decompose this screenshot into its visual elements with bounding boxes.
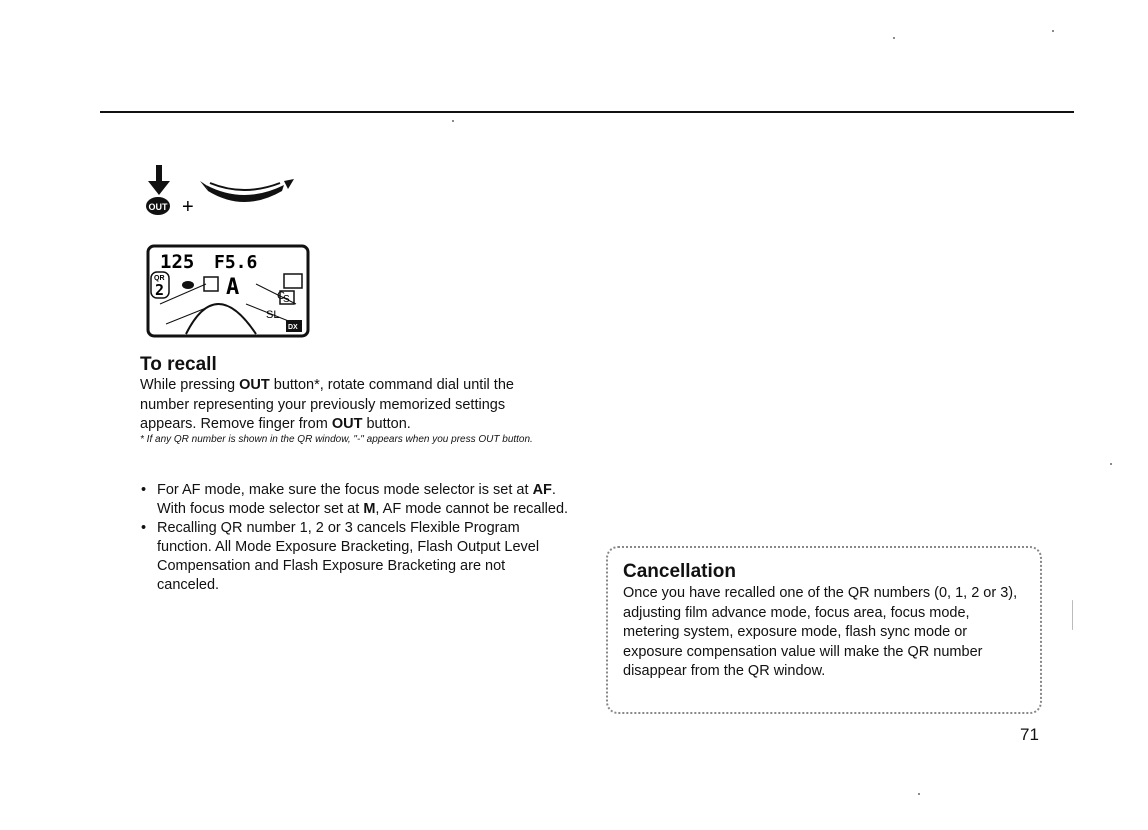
lcd-exposure-mode: A (226, 275, 240, 300)
lcd-dx-label: DX (288, 324, 298, 331)
command-dial-icon (200, 179, 294, 202)
plus-sign: + (182, 196, 194, 218)
recall-paragraph: While pressing OUT button*, rotate command dial until the number representing your previously memorized settings appears. Remove finger from OUT button. (140, 377, 514, 432)
cancellation-heading: Cancellation (623, 561, 736, 582)
lcd-film-mode-c: C (277, 290, 285, 302)
recall-heading: To recall (140, 354, 217, 375)
note-item: • Recalling QR number 1, 2 or 3 cancels Flexible Program function. All Mode Exposure Bracketing, Flash Output Level Compensation and Flash Exposure Bracketing are not canceled. (140, 519, 570, 595)
lcd-qr-label: QR (154, 275, 165, 282)
recall-footnote: * If any QR number is shown in the QR window, "-" appears when you press OUT button. (140, 434, 533, 445)
note-item: • For AF mode, make sure the focus mode selector is set at AF. With focus mode selector set at M, AF mode cannot be recalled. (140, 481, 570, 519)
cancellation-paragraph: Once you have recalled one of the QR numbers (0, 1, 2 or 3), adjusting film advance mode, focus area, focus mode, metering system, exposure mode, flash sync mode or exposure compensation value will make the QR number disappear from the QR window. (623, 585, 1018, 679)
press-arrow-icon (148, 165, 170, 195)
lcd-shutter-speed: 125 (160, 251, 195, 273)
lcd-qr-value: 2 (155, 281, 165, 299)
page-number: 71 (1020, 725, 1039, 744)
eye-icon (182, 281, 194, 289)
lcd-panel-illustration (146, 244, 310, 338)
lcd-aperture: F5.6 (214, 252, 258, 273)
lcd-film-mode-s: S (283, 294, 290, 305)
button-dial-illustration (144, 163, 304, 223)
out-button-label: OUT (148, 202, 168, 212)
header-rule (100, 111, 1074, 113)
lcd-film-mode-sl: SL (266, 309, 280, 321)
out-button-icon (146, 197, 170, 215)
notes-list (140, 481, 570, 595)
